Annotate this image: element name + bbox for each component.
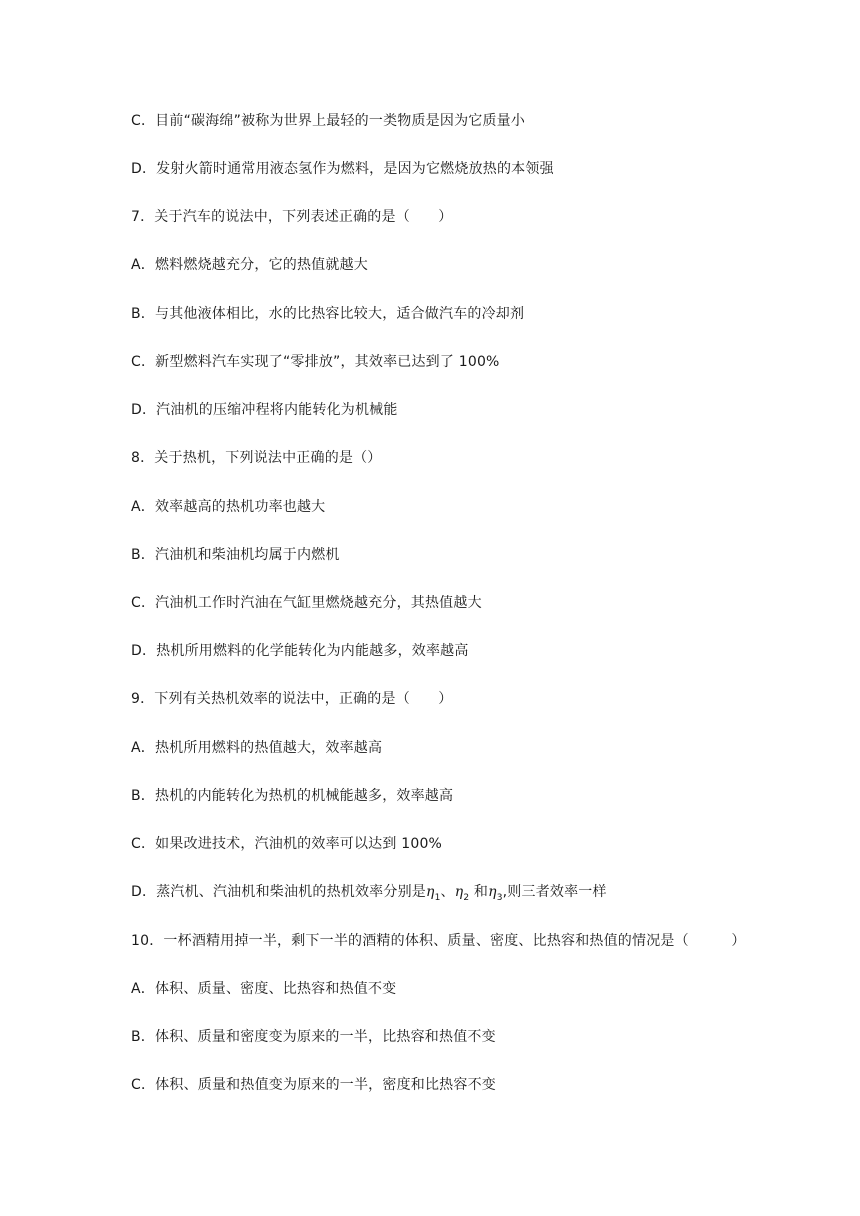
q9-option-b: B．热机的内能转化为热机的机械能越多，效率越高 bbox=[131, 788, 454, 804]
q6-option-d: D．发射火箭时通常用液态氢作为燃料，是因为它燃烧放热的本领强 bbox=[131, 161, 554, 177]
q8-option-d: D．热机所用燃料的化学能转化为内能越多，效率越高 bbox=[131, 643, 469, 659]
eta-symbol-1: η bbox=[425, 884, 435, 900]
q8-option-a: A．效率越高的热机功率也越大 bbox=[131, 499, 326, 515]
eta-subscript-2: 2 bbox=[463, 892, 470, 903]
q8-option-b: B．汽油机和柴油机均属于内燃机 bbox=[131, 547, 340, 563]
q9-option-a: A．热机所用燃料的热值越大，效率越高 bbox=[131, 740, 383, 756]
q9d-prefix: D．蒸汽机、汽油机和柴油机的热机效率分别是 bbox=[131, 884, 426, 900]
eta-subscript-1: 1 bbox=[434, 892, 441, 903]
q9d-separator-1: 、 bbox=[440, 884, 455, 900]
q7-option-a: A．燃料燃烧越充分，它的热值就越大 bbox=[131, 257, 368, 273]
q10-option-a: A．体积、质量、密度、比热容和热值不变 bbox=[131, 981, 397, 997]
q8-question: 8．关于热机，下列说法中正确的是（） bbox=[131, 450, 382, 466]
q9-option-c: C．如果改进技术，汽油机的效率可以达到 100% bbox=[131, 836, 443, 852]
q7-question: 7．关于汽车的说法中，下列表述正确的是（ ） bbox=[131, 209, 453, 225]
q9-option-d bbox=[131, 882, 607, 908]
q7-option-b: B．与其他液体相比，水的比热容比较大，适合做汽车的冷却剂 bbox=[131, 306, 525, 322]
eta-symbol-2: η bbox=[454, 884, 464, 900]
q8-option-c: C．汽油机工作时汽油在气缸里燃烧越充分，其热值越大 bbox=[131, 595, 482, 611]
q6-option-c: C．目前“碳海绵”被称为世界上最轻的一类物质是因为它质量小 bbox=[131, 113, 526, 129]
q9-question: 9．下列有关热机效率的说法中，正确的是（ ） bbox=[131, 691, 453, 707]
q7-option-c: C．新型燃料汽车实现了“零排放”，其效率已达到了 100% bbox=[131, 354, 500, 370]
q7-option-d: D．汽油机的压缩冲程将内能转化为机械能 bbox=[131, 402, 398, 418]
q9d-suffix: ,则三者效率一样 bbox=[502, 884, 607, 900]
q9d-separator-2: 和 bbox=[469, 884, 489, 900]
q10-question: 10．一杯酒精用掉一半，剩下一半的酒精的体积、质量、密度、比热容和热值的情况是（ ） bbox=[131, 933, 746, 949]
eta-subscript-3: 3 bbox=[496, 892, 503, 903]
q10-option-c: C．体积、质量和热值变为原来的一半，密度和比热容不变 bbox=[131, 1077, 496, 1093]
q10-option-b: B．体积、质量和密度变为原来的一半，比热容和热值不变 bbox=[131, 1029, 496, 1045]
eta-symbol-3: η bbox=[488, 884, 497, 900]
